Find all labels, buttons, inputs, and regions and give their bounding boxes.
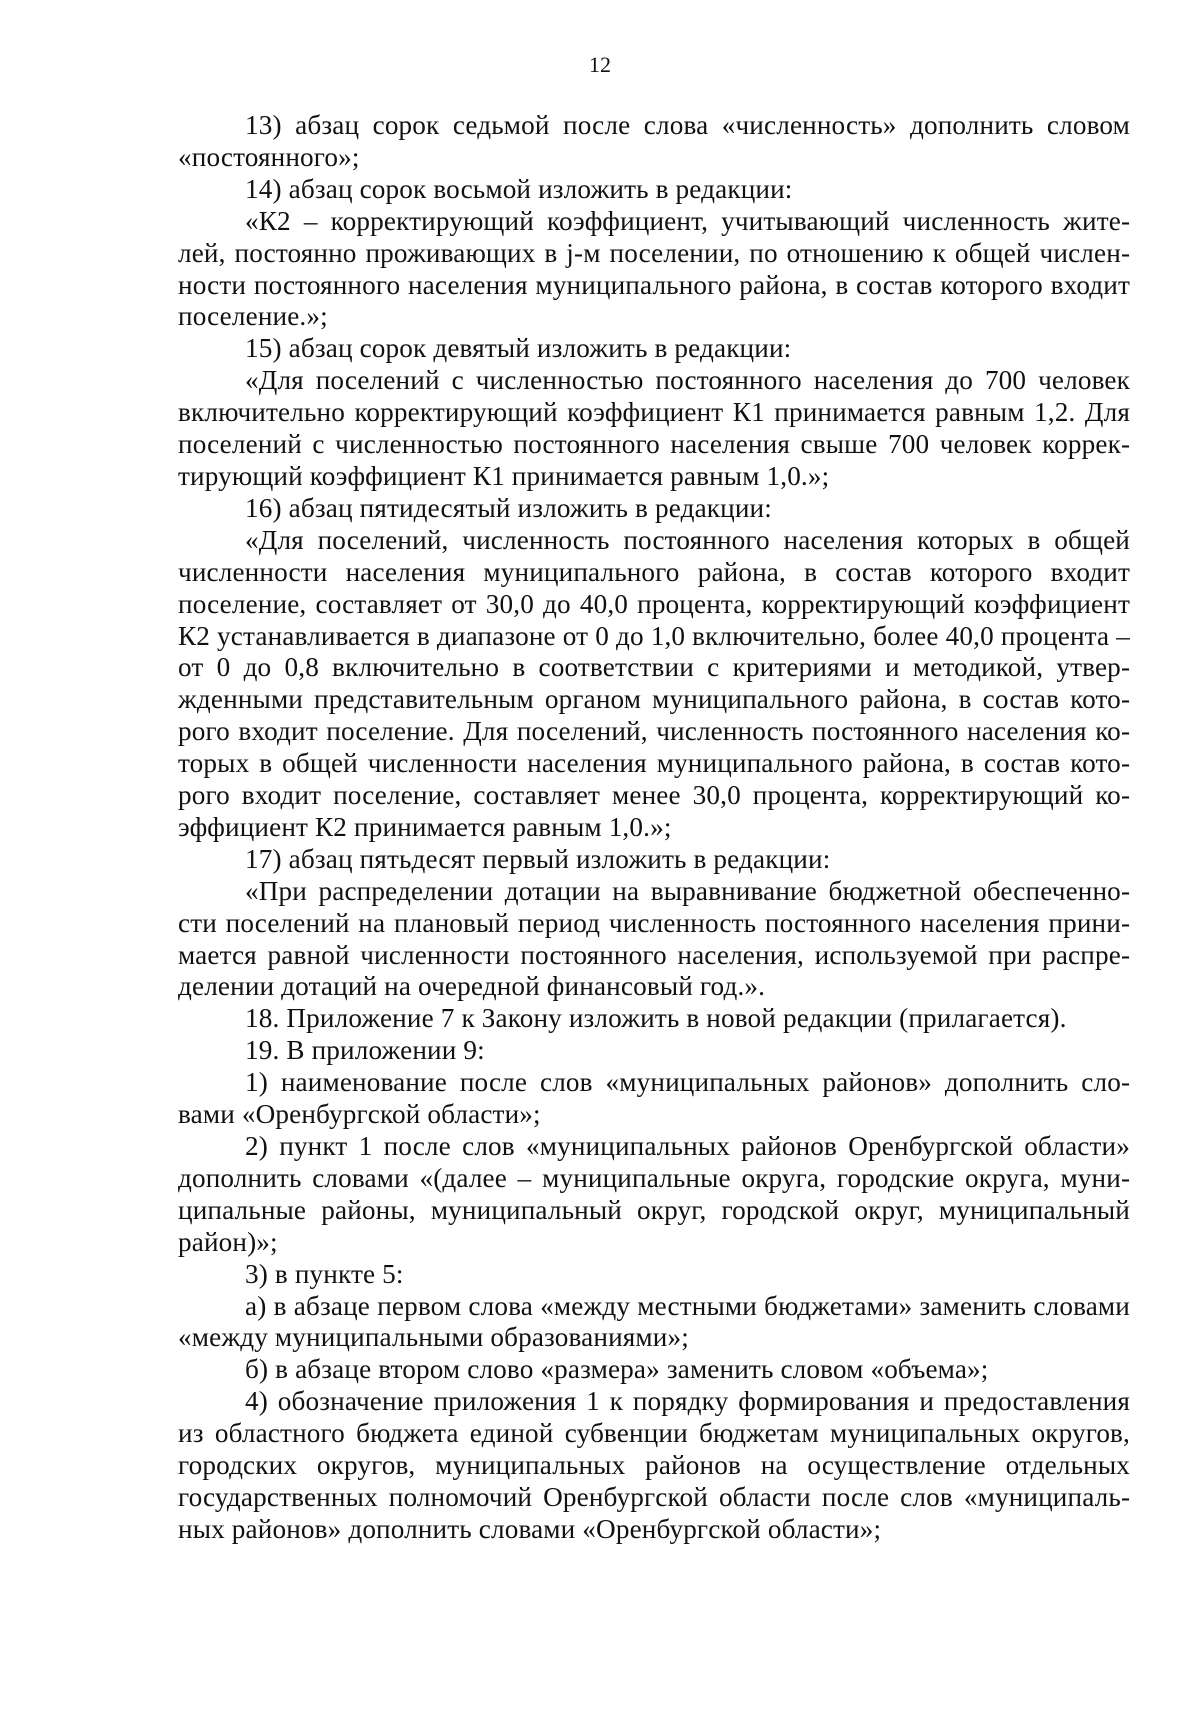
paragraph-19-3-point-5: 3) в пункте 5:	[245, 1258, 404, 1289]
paragraph-19-1-title: 1) наименование после слов «муниципальных районов» дополнить словами «Оренбургской области»;	[178, 1067, 1130, 1130]
paragraph-19-appendix-9: 19. В приложении 9:	[245, 1035, 485, 1066]
paragraph-17-amend: 17) абзац пятьдесят первый изложить в редакции:	[245, 843, 831, 874]
paragraph-k2-definition: «К2 – корректирующий коэффициент, учитывающий численность жителей, постоянно проживающих в j-м поселении, по отношению к общей численности постоянного населения муниципального района, в состав которого входит поселение.»;	[178, 205, 1130, 332]
page-number: 12	[589, 52, 611, 77]
paragraph-k2-rule: «Для поселений, численность постоянного населения которых в общей численности населения муниципального района, в состав которого входит поселение, составляет от 30,0 до 40,0 процента, корректирующий коэффициент К2 устанавливается в диапазоне от 0 до 1,0 включительно, более 40,0 процента – от 0 до 0,8 включительно в соответствии с критериями и методикой, утвержденными представительным органом муниципального района, в состав которого входит поселение. Для поселений, численность постоянного населения которых в общей численности населения муниципального района, в состав которого входит поселение, составляет менее 30,0 процента, корректирующий коэффициент К2 принимается равным 1,0.»;	[178, 524, 1130, 842]
paragraph-19-3-b: б) в абзаце втором слово «размера» заменить словом «объема»;	[245, 1354, 989, 1385]
paragraph-19-4-appendix-1: 4) обозначение приложения 1 к порядку формирования и предоставления из областного бюджета единой субвенции бюджетам муниципальных округов, городских округов, муниципальных районов на осуществление отдельных государственных полномочий Оренбургской области после слов «муниципальных районов» дополнить словами «Оренбургской области»;	[178, 1386, 1130, 1544]
paragraph-18-appendix-7: 18. Приложение 7 к Закону изложить в новой редакции (прилагается).	[245, 1003, 1067, 1034]
paragraph-k1-rule: «Для поселений с численностью постоянного населения до 700 человек включительно корректирующий коэффициент К1 принимается равным 1,2. Для поселений с численностью постоянного населения свыше 700 человек корректирующий коэффициент К1 принимается равным 1,0.»;	[178, 365, 1130, 491]
paragraph-19-3-a: а) в абзаце первом слова «между местными бюджетами» заменить словами «между муниципальными образованиями»;	[178, 1290, 1130, 1353]
paragraph-16-amend: 16) абзац пятидесятый изложить в редакции:	[245, 492, 772, 523]
paragraph-14-amend: 14) абзац сорок восьмой изложить в редакции:	[245, 173, 793, 204]
paragraph-15-amend: 15) абзац сорок девятый изложить в редакции:	[245, 333, 792, 364]
paragraph-19-2-point-1: 2) пункт 1 после слов «муниципальных районов Оренбургской области» дополнить словами «(далее – муниципальные округа, городские округа, муниципальные районы, муниципальный округ, городской округ, муниципальный район)»;	[178, 1131, 1130, 1257]
document-body	[178, 110, 1130, 1546]
paragraph-13-amend: 13) абзац сорок седьмой после слова «численность» дополнить словом «постоянного»;	[178, 110, 1130, 172]
paragraph-planning-period: «При распределении дотации на выравнивание бюджетной обеспеченности поселений на плановый период численность постоянного населения принимается равной численности постоянного населения, используемой при распределении дотаций на очередной финансовый год.».	[178, 875, 1130, 1002]
